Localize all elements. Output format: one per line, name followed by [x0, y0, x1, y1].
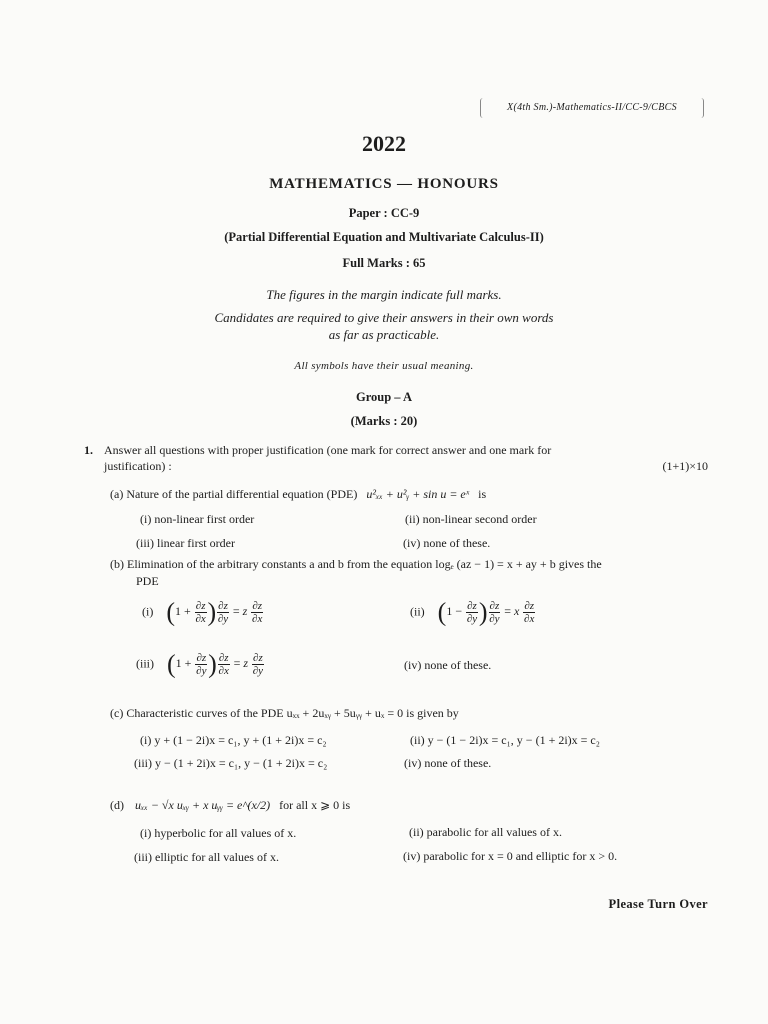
option-b-iv: (iv) none of these. — [404, 658, 492, 672]
question-b-stem-line2: PDE — [136, 574, 159, 588]
subject-title: MATHEMATICS — HONOURS — [269, 176, 499, 192]
exam-year: 2022 — [362, 131, 406, 156]
option-a-iv: (iv) none of these. — [403, 536, 491, 550]
instruction-practicable: as far as practicable. — [328, 327, 440, 342]
question-marks: (1+1)×10 — [662, 459, 708, 473]
option-a-ii: (ii) non-linear second order — [405, 512, 537, 526]
instruction-margin: The figures in the margin indicate full marks. — [266, 287, 502, 302]
question-d-equation: uₓₓ − √x uₓᵧ + x uᵧᵧ = e^(x/2) — [135, 798, 271, 812]
option-d-iv: (iv) parabolic for x = 0 and elliptic for x > 0. — [403, 849, 618, 863]
group-heading: Group – A — [355, 390, 413, 404]
option-d-ii: (ii) parabolic for all values of x. — [409, 825, 562, 839]
option-a-i: (i) non-linear first order — [140, 512, 255, 526]
question-instruction-line1 — [104, 443, 708, 458]
paper-code: Paper : CC-9 — [348, 206, 420, 220]
option-d-i: (i) hyperbolic for all values of x. — [140, 826, 297, 840]
option-b-i: (i) (1 + $\frac{\partial z}{\partial x}$ ) $\frac{\partial z}{\partial y}$ = z $\frac{\partial z}{\partial x}$ — [142, 597, 263, 627]
instruction-own-words: Candidates are required to give their answers in their own words — [214, 310, 554, 325]
option-b-ii: (ii) (1 − $\frac{\partial z}{\partial y}$ ) $\frac{\partial z}{\partial y}$ = x $\frac{\partial z}{\partial x}$ — [410, 597, 535, 627]
question-b-stem-line1: (b) Elimination of the arbitrary constants a and b from the equation logₑ (az − 1) = x + ay + b gives the — [110, 557, 602, 571]
paper-title: (Partial Differential Equation and Multivariate Calculus-II) — [224, 230, 544, 244]
question-a-equation: u²ₓₓ + u²ᵧ + sin u = eˣ — [366, 487, 470, 501]
question-instruction-text: Answer all questions with proper justification (one mark for correct answer and one mark for — [104, 443, 552, 457]
option-c-i: (i) y + (1 − 2i)x = c₁, y + (1 + 2i)x = c₂ — [140, 733, 327, 747]
instruction-symbols: All symbols have their usual meaning. — [294, 360, 474, 372]
option-a-iii: (iii) linear first order — [136, 536, 235, 550]
formula-b-ii: (1 − $\frac{\partial z}{\partial y}$ ) $\frac{\partial z}{\partial y}$ = x $\frac{\partial z}{\partial x}$ — [437, 597, 535, 627]
question-a-stem: (a) Nature of the partial differential equation (PDE) u²ₓₓ + u²ᵧ + sin u = eˣ is — [110, 487, 487, 501]
formula-b-i: (1 + $\frac{\partial z}{\partial x}$ ) $\frac{\partial z}{\partial y}$ = z $\frac{\partial z}{\partial x}$ — [166, 597, 263, 627]
formula-b-iii: (1 + $\frac{\partial z}{\partial y}$ ) $\frac{\partial z}{\partial x}$ = z $\frac{\partial z}{\partial y}$ — [167, 649, 264, 679]
option-c-iii: (iii) y − (1 + 2i)x = c₁, y − (1 + 2i)x = c₂ — [134, 756, 328, 770]
option-c-ii: (ii) y − (1 − 2i)x = c₁, y − (1 + 2i)x = c₂ — [410, 733, 600, 747]
question-d-stem: (d) uₓₓ − √x uₓᵧ + x uᵧᵧ = e^(x/2) for all x ⩾ 0 is — [110, 798, 351, 812]
option-c-iv: (iv) none of these. — [404, 756, 492, 770]
option-d-iii: (iii) elliptic for all values of x. — [134, 850, 279, 864]
question-number: 1. — [84, 443, 93, 457]
question-c-stem: (c) Characteristic curves of the PDE uₓₓ + 2uₓᵧ + 5uᵧᵧ + uₓ = 0 is given by — [110, 706, 459, 720]
question-instruction-line2: justification) : — [104, 459, 172, 473]
paper-code-box: X(4th Sm.)-Mathematics-II/CC-9/CBCS — [480, 98, 704, 118]
group-marks: (Marks : 20) — [350, 414, 418, 428]
full-marks: Full Marks : 65 — [342, 256, 426, 270]
please-turn-over: Please Turn Over — [608, 897, 708, 911]
option-b-iii: (iii) (1 + $\frac{\partial z}{\partial y}$ ) $\frac{\partial z}{\partial x}$ = z $\frac{\partial z}{\partial y}$ — [136, 649, 264, 679]
